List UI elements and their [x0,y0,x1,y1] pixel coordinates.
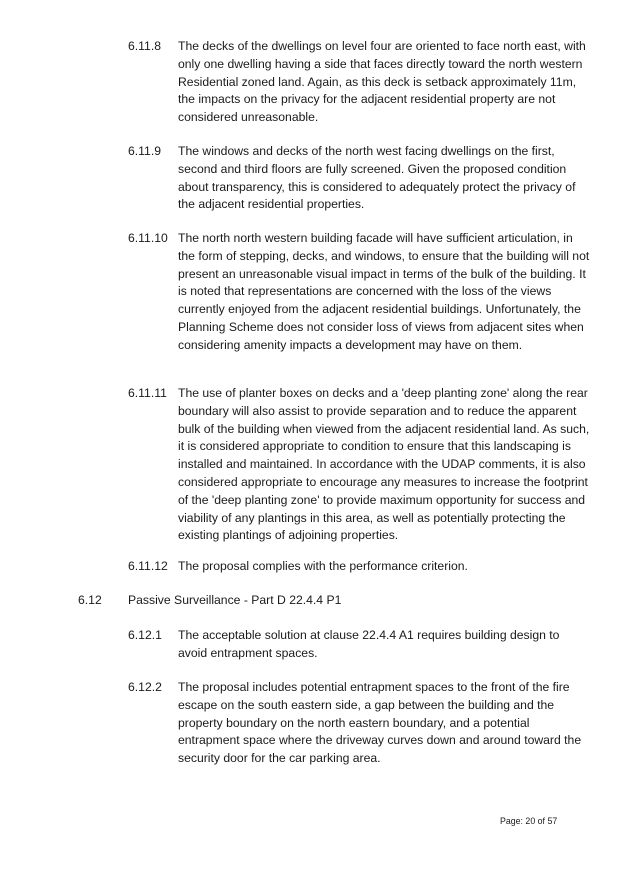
paragraph-number: 6.11.10 [128,231,168,245]
paragraph-number: 6.11.8 [128,39,161,53]
paragraph-6-11-8 [128,38,590,127]
paragraph-number: 6.12.1 [128,628,162,642]
paragraph-6-11-11 [128,385,590,545]
page-number: Page: 20 of 57 [500,816,558,826]
section-number: 6.12 [78,593,102,607]
paragraph-text: The decks of the dwellings on level four are oriented to face north east, with only one dwelling having a side that faces directly toward the north western Residential zoned land. Again, as this deck is setback approximately 11m, the impacts on the privacy for the adjacent residential property are not considered unreasonable. [178,39,586,125]
paragraph-text: The acceptable solution at clause 22.4.4 A1 requires building design to avoid entrapment spaces. [178,628,560,660]
paragraph-number: 6.11.9 [128,144,161,158]
paragraph-6-12-2 [128,679,590,768]
paragraph-text: The north north western building facade will have sufficient articulation, in the form of stepping, decks, and windows, to ensure that the building will not present an unreasonable visual impact in terms of the bulk of the building. It is noted that representations are concerned with the loss of the views currently enjoyed from the adjacent residential buildings. Unfortunately, the Planning Scheme does not consider loss of views from adjacent sites when considering amenity impacts a development may have on them. [178,231,590,352]
paragraph-6-12-1 [128,627,590,663]
paragraph-text: The use of planter boxes on decks and a 'deep planting zone' along the rear boundary will also assist to provide separation and to reduce the apparent bulk of the building when viewed from the adjacent residential land. As such, it is considered appropriate to condition to ensure that this landscaping is installed and maintained. In accordance with the UDAP comments, it is also considered appropriate to encourage any measures to increase the footprint of the 'deep planting zone' to provide maximum opportunity for success and viability of any plantings in this area, as well as potentially protecting the existing plantings of adjoining properties. [178,386,590,543]
paragraph-number: 6.12.2 [128,680,162,694]
paragraph-6-11-12 [128,558,590,576]
section-title: Passive Surveillance - Part D 22.4.4 P1 [128,593,342,607]
paragraph-number: 6.11.12 [128,559,168,573]
paragraph-6-11-9 [128,143,590,214]
paragraph-text: The proposal complies with the performance criterion. [178,559,468,573]
paragraph-text: The proposal includes potential entrapment spaces to the front of the fire escape on the south eastern side, a gap between the building and the property boundary on the north eastern boundary, and a potential entrapment space where the driveway curves down and around toward the security door for the car parking area. [178,680,582,766]
paragraph-6-11-10 [128,230,590,355]
paragraph-text: The windows and decks of the north west facing dwellings on the first, second and third floors are fully screened. Given the proposed condition about transparency, this is considered to adequately protect the privacy of the adjacent residential properties. [178,144,576,212]
paragraph-number: 6.11.11 [128,386,167,400]
